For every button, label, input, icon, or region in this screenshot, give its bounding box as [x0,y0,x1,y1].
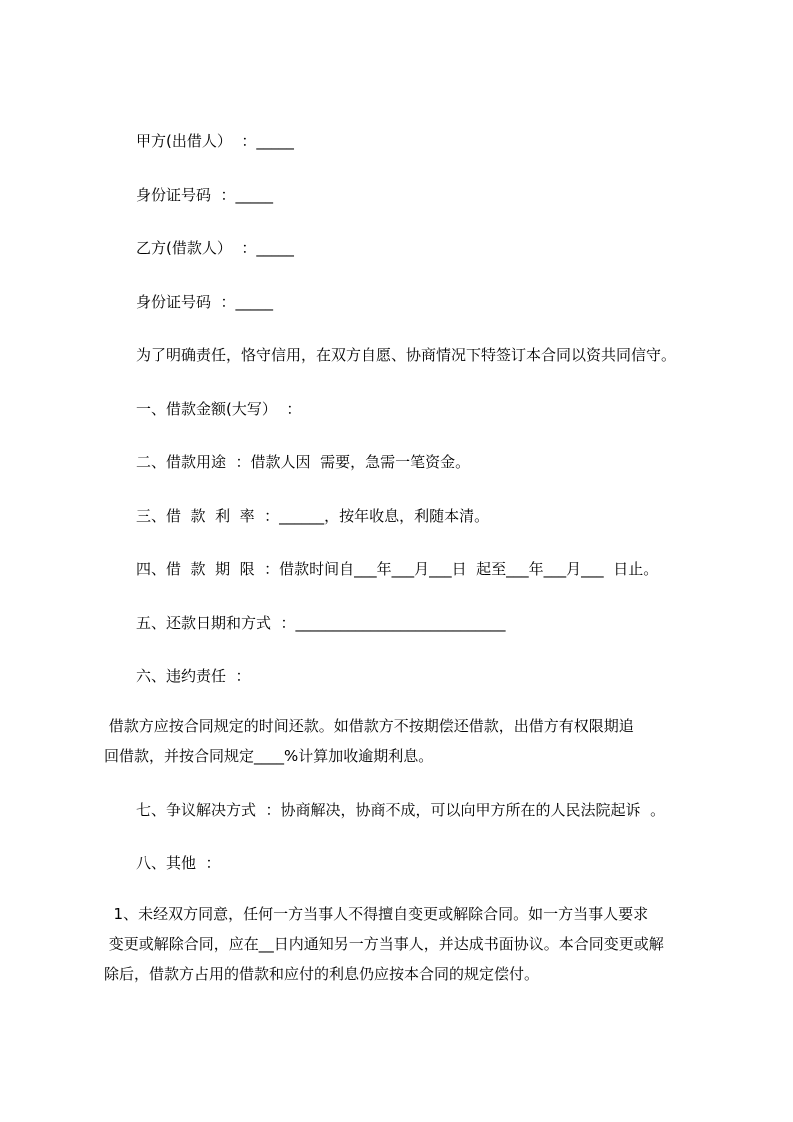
clause-term: 四、借 款 期 限 ：借款时间自___年___月___日 起至___年___月___ 日止。 [136,560,659,578]
clause-purpose: 二、借款用途 ：借款人因 需要，急需一笔资金。 [136,453,471,471]
clause-other: 八、其他 ： [136,854,221,872]
borrower-line: 乙方(借款人） ：_____ [136,239,294,257]
clause-breach: 六、违约责任 ： [136,667,251,685]
borrower-id-line: 身份证号码 ：_____ [136,293,274,311]
clause-other-item-line: 除后，借款方占用的借款和应付的利息仍应按本合同的规定偿付。 [104,965,540,983]
preamble: 为了明确责任，恪守信用，在双方自愿、协商情况下特签订本合同以资共同信守。 [136,346,677,364]
clause-other-item-line: 变更或解除合同，应在__日内通知另一方当事人，并达成书面协议。本合同变更或解 [104,935,664,953]
lender-line: 甲方(出借人） ：_____ [136,132,294,150]
lender-id-line: 身份证号码 ：_____ [136,186,274,204]
clause-breach-body-line: 回借款，并按合同规定____%计算加收逾期利息。 [104,747,434,765]
clause-breach-body [104,711,704,771]
clause-repayment: 五、还款日期和方式 ：____________________________ [136,614,506,632]
clause-dispute: 七、争议解决方式 ：协商解决，协商不成，可以向甲方所在的人民法院起诉 。 [136,801,666,819]
clause-other-item-1 [104,899,704,989]
clause-breach-body-line: 借款方应按合同规定的时间还款。如借款方不按期偿还借款，出借方有权限期追 [104,717,634,735]
clause-other-item-line: 1、未经双方同意，任何一方当事人不得擅自变更或解除合同。如一方当事人要求 [104,905,649,923]
clause-interest: 三、借 款 利 率 ：______，按年收息，利随本清。 [136,507,490,525]
clause-amount: 一、借款金额(大写） ： [136,400,302,418]
